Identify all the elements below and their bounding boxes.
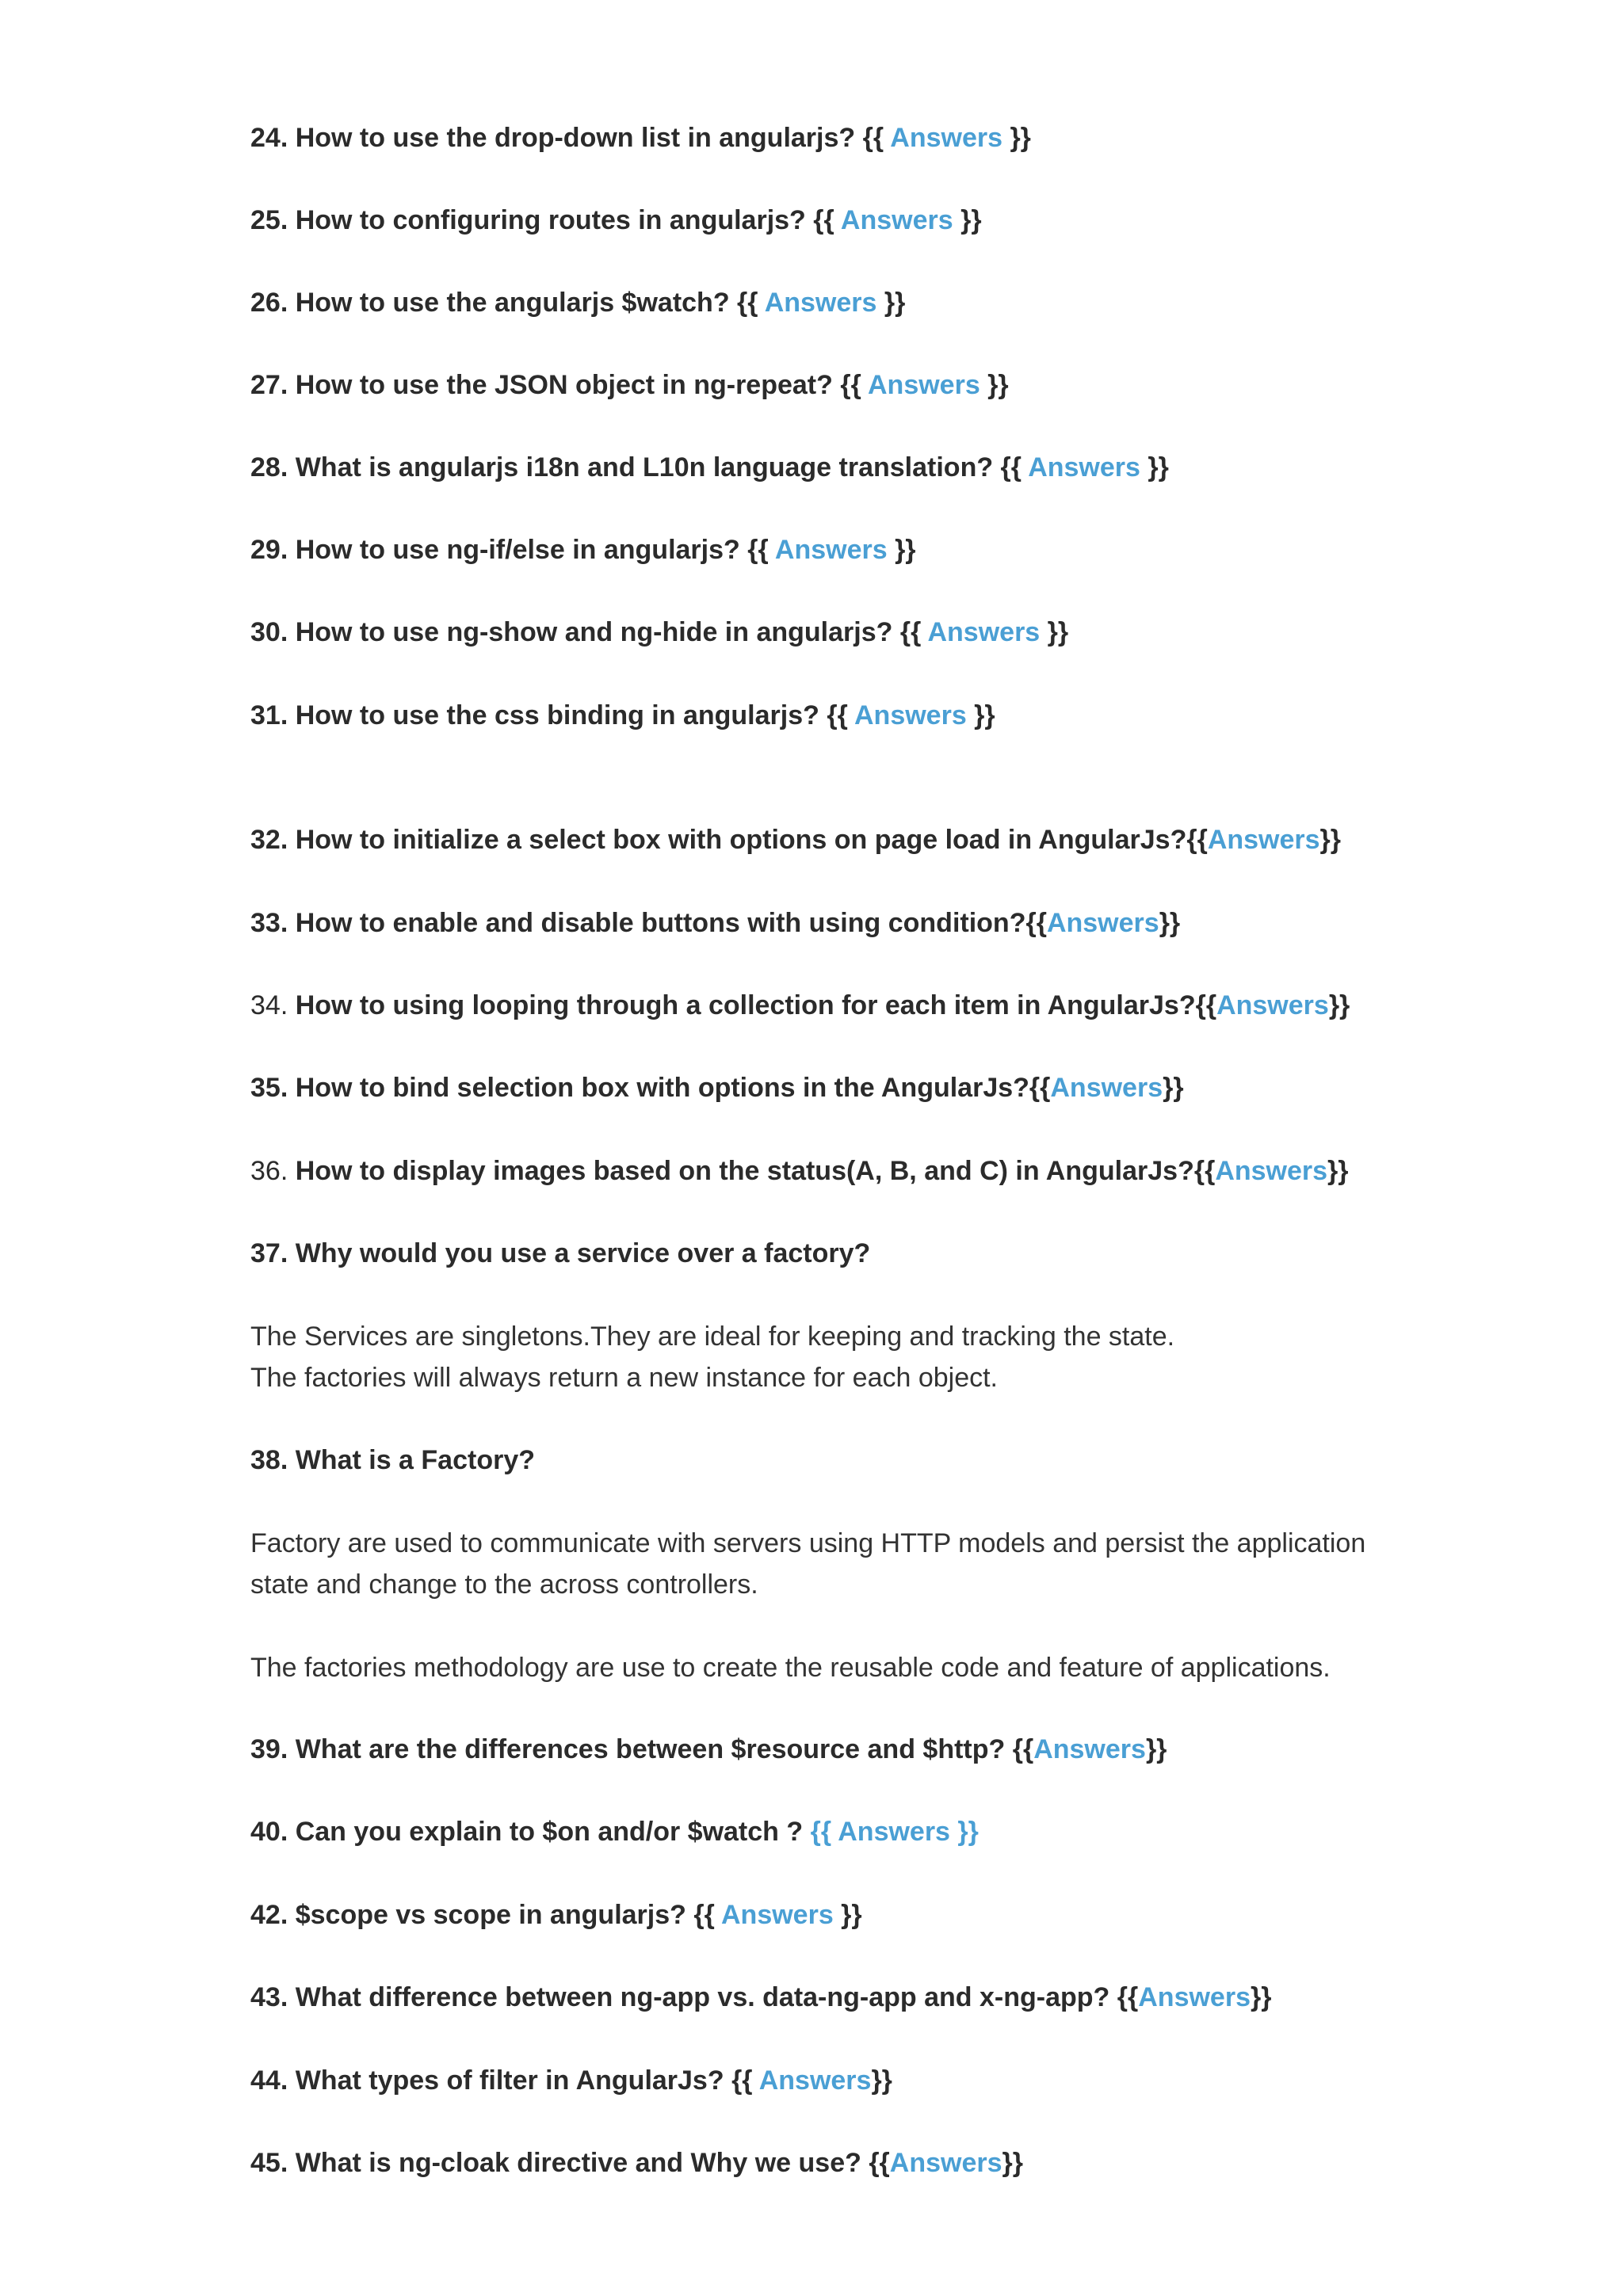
question-33 bbox=[250, 907, 1180, 939]
close-braces: }} bbox=[876, 288, 906, 318]
answers-link[interactable]: Answers bbox=[1028, 452, 1140, 482]
paragraph-line: state and change to the across controllers. bbox=[250, 1569, 758, 1600]
question-text: How to bind selection box with options in the AngularJs? bbox=[295, 1073, 1029, 1103]
question-40 bbox=[250, 1816, 979, 1848]
question-text: How to use the JSON object in ng-repeat? bbox=[295, 370, 833, 400]
answers-link[interactable]: Answers bbox=[1050, 1073, 1163, 1103]
question-number: 43. bbox=[250, 1982, 288, 2012]
close-braces: }} bbox=[887, 535, 916, 565]
question-42 bbox=[250, 1899, 862, 1931]
answers-link[interactable]: Answers bbox=[840, 205, 953, 235]
question-number: 24. bbox=[250, 123, 288, 153]
answers-link[interactable]: Answers bbox=[774, 535, 888, 565]
open-braces: {{ bbox=[993, 452, 1029, 482]
question-number: 29. bbox=[250, 535, 288, 565]
question-text: How to use the angularjs $watch? bbox=[295, 288, 730, 318]
question-number: 32. bbox=[250, 825, 288, 855]
close-braces: }} bbox=[833, 1900, 862, 1930]
question-25 bbox=[250, 204, 982, 236]
open-braces: {{ bbox=[739, 535, 775, 565]
question-text: What is angularjs i18n and L10n language translation? bbox=[295, 452, 994, 482]
question-44 bbox=[250, 2065, 892, 2096]
question-34 bbox=[250, 990, 1350, 1021]
open-braces: {{ bbox=[729, 288, 765, 318]
answers-link[interactable]: Answers bbox=[1138, 1982, 1251, 2012]
answers-link[interactable]: Answers bbox=[854, 700, 967, 730]
question-number: 45. bbox=[250, 2148, 288, 2178]
open-braces: {{ bbox=[724, 2065, 759, 2096]
question-text: What is a Factory? bbox=[295, 1445, 535, 1475]
close-braces: }} bbox=[1319, 825, 1342, 855]
question-number: 34. bbox=[250, 990, 288, 1020]
question-26 bbox=[250, 287, 905, 318]
question-45 bbox=[250, 2147, 1023, 2179]
question-text: Can you explain to $on and/or $watch ? bbox=[295, 1817, 804, 1847]
answers-link[interactable]: Answers bbox=[890, 123, 1002, 153]
question-27 bbox=[250, 369, 1009, 401]
question-text: What difference between ng-app vs. data-ng-app and x-ng-app? bbox=[295, 1982, 1110, 2012]
close-braces: }} bbox=[953, 205, 982, 235]
close-braces: }} bbox=[980, 370, 1009, 400]
close-braces: }} bbox=[1145, 1734, 1167, 1764]
question-text: How to initialize a select box with options on page load in AngularJs? bbox=[295, 825, 1187, 855]
question-number: 39. bbox=[250, 1734, 288, 1764]
open-braces: {{ bbox=[805, 205, 841, 235]
open-braces: {{ bbox=[855, 123, 891, 153]
question-35 bbox=[250, 1072, 1184, 1104]
question-36 bbox=[250, 1155, 1349, 1187]
paragraph-line: The Services are singletons.They are ideal for keeping and tracking the state. bbox=[250, 1322, 1175, 1352]
open-braces: {{ bbox=[861, 2148, 890, 2178]
question-text: How to use the css binding in angularjs? bbox=[295, 700, 819, 730]
answers-link[interactable]: Answers bbox=[764, 288, 877, 318]
open-braces: {{ bbox=[832, 370, 868, 400]
question-43 bbox=[250, 1981, 1271, 2013]
question-number: 25. bbox=[250, 205, 288, 235]
answers-link[interactable]: Answers bbox=[758, 2065, 872, 2096]
open-braces: {{ bbox=[1195, 990, 1217, 1020]
answers-link[interactable]: Answers bbox=[1216, 990, 1329, 1020]
open-braces: {{ bbox=[1005, 1734, 1034, 1764]
open-braces: {{ bbox=[1025, 908, 1047, 938]
close-braces: }} bbox=[1002, 2148, 1023, 2178]
answer-paragraph-factory bbox=[250, 1523, 1365, 1605]
question-text: What is ng-cloak directive and Why we use? bbox=[295, 2148, 861, 2178]
question-number: 37. bbox=[250, 1238, 288, 1268]
close-braces: }} bbox=[1002, 123, 1031, 153]
answers-link[interactable]: Answers bbox=[1046, 908, 1159, 938]
close-braces: }} bbox=[1040, 617, 1069, 647]
answer-paragraph-services bbox=[250, 1316, 1174, 1398]
paragraph-line: The factories will always return a new instance for each object. bbox=[250, 1363, 999, 1393]
open-braces: {{ bbox=[685, 1900, 721, 1930]
close-braces: }} bbox=[1163, 1073, 1184, 1103]
question-number: 28. bbox=[250, 452, 288, 482]
question-24 bbox=[250, 122, 1031, 154]
question-number: 26. bbox=[250, 288, 288, 318]
question-number: 35. bbox=[250, 1073, 288, 1103]
question-38 bbox=[250, 1444, 535, 1476]
question-number: 38. bbox=[250, 1445, 288, 1475]
question-text: $scope vs scope in angularjs? bbox=[295, 1900, 686, 1930]
question-number: 30. bbox=[250, 617, 288, 647]
open-braces: {{ bbox=[1186, 825, 1208, 855]
paragraph-line: The factories methodology are use to create the reusable code and feature of applications. bbox=[250, 1653, 1331, 1683]
question-text: How to enable and disable buttons with using condition? bbox=[295, 908, 1026, 938]
open-braces: {{ bbox=[1029, 1073, 1051, 1103]
question-text: How to use ng-if/else in angularjs? bbox=[295, 535, 740, 565]
question-30 bbox=[250, 616, 1068, 648]
question-number: 31. bbox=[250, 700, 288, 730]
question-text: What types of filter in AngularJs? bbox=[295, 2065, 724, 2096]
question-31 bbox=[250, 700, 995, 731]
question-number: 42. bbox=[250, 1900, 288, 1930]
question-39 bbox=[250, 1733, 1167, 1765]
answers-link[interactable]: Answers bbox=[1207, 825, 1320, 855]
question-number: 33. bbox=[250, 908, 288, 938]
answers-link[interactable]: Answers bbox=[1033, 1734, 1146, 1764]
question-29 bbox=[250, 534, 916, 566]
close-braces: }} bbox=[1250, 1982, 1272, 2012]
question-text: Why would you use a service over a factory? bbox=[295, 1238, 871, 1268]
answers-link[interactable]: Answers bbox=[927, 617, 1041, 647]
close-braces: }} bbox=[1328, 990, 1350, 1020]
answer-paragraph-factory-2 bbox=[250, 1647, 1331, 1688]
answers-link[interactable]: Answers bbox=[868, 370, 980, 400]
close-braces: }} bbox=[1327, 1156, 1349, 1186]
question-text: How to use ng-show and ng-hide in angularjs? bbox=[295, 617, 893, 647]
question-text: What are the differences between $resource and $http? bbox=[295, 1734, 1006, 1764]
answers-link[interactable]: Answers bbox=[1215, 1156, 1328, 1186]
question-text: How to using looping through a collection for each item in AngularJs? bbox=[295, 990, 1196, 1020]
close-braces: }} bbox=[1159, 908, 1181, 938]
question-28 bbox=[250, 452, 1169, 483]
open-braces: {{ bbox=[1109, 1982, 1139, 2012]
question-number: 40. bbox=[250, 1817, 288, 1847]
open-braces: {{ bbox=[1193, 1156, 1216, 1186]
open-braces bbox=[803, 1817, 810, 1847]
question-text: How to configuring routes in angularjs? bbox=[295, 205, 806, 235]
question-32 bbox=[250, 824, 1341, 856]
close-braces: }} bbox=[1140, 452, 1169, 482]
close-braces: }} bbox=[871, 2065, 892, 2096]
question-text: How to use the drop-down list in angularjs? bbox=[295, 123, 856, 153]
question-number: 44. bbox=[250, 2065, 288, 2096]
answers-link[interactable]: Answers bbox=[889, 2148, 1002, 2178]
question-number: 27. bbox=[250, 370, 288, 400]
open-braces: {{ bbox=[892, 617, 928, 647]
question-37 bbox=[250, 1238, 870, 1269]
question-text: How to display images based on the status(A, B, and C) in AngularJs? bbox=[295, 1156, 1194, 1186]
answers-link[interactable]: Answers bbox=[721, 1900, 834, 1930]
close-braces: }} bbox=[966, 700, 995, 730]
question-number: 36. bbox=[250, 1156, 288, 1186]
paragraph-line: Factory are used to communicate with servers using HTTP models and persist the application bbox=[250, 1528, 1366, 1558]
open-braces: {{ bbox=[819, 700, 854, 730]
answers-link[interactable]: {{ Answers }} bbox=[810, 1817, 979, 1847]
